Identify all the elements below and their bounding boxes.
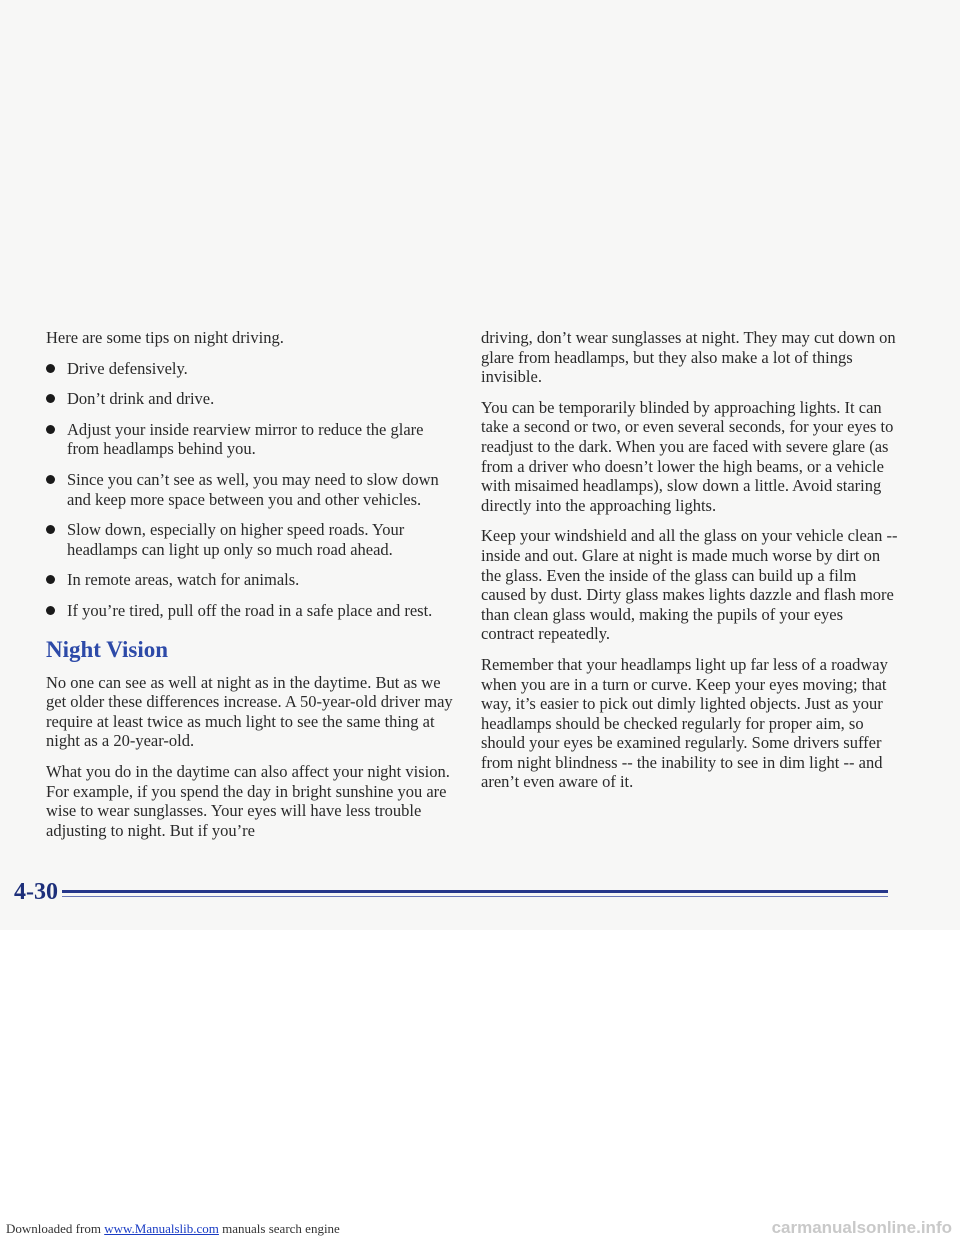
- list-item: [46, 520, 456, 559]
- page-number: 4-30: [14, 879, 58, 905]
- list-item: [46, 420, 456, 459]
- body-paragraph: No one can see as well at night as in the daytime. But as we get older these differences increase. A 50-year-old driver may require at least twice as much light to see the same thing at night as a 20-year-old.: [46, 672, 453, 751]
- page-footer: [0, 877, 960, 907]
- footer-rule-thin: [62, 896, 888, 897]
- bullet-icon: [46, 394, 55, 403]
- night-driving-tips-list: [46, 359, 456, 621]
- download-watermark: [6, 1221, 340, 1237]
- intro-text: Here are some tips on night driving.: [46, 328, 284, 347]
- body-paragraph: Remember that your headlamps light up far less of a roadway when you are in a turn or curve. Keep your eyes moving; that way, it’s easier to pick out dimly lighted objects. Just as your headlamps should be checked regularly for proper aim, so should your eyes be examined regularly. Some drivers suffer from night blindness -- the inability to see in dim light -- and aren’t even aware of it.: [481, 654, 888, 792]
- bullet-icon: [46, 475, 55, 484]
- tip-text: Adjust your inside rearview mirror to reduce the glare from headlamps behind you.: [67, 419, 424, 459]
- bullet-icon: [46, 425, 55, 434]
- bullet-icon: [46, 606, 55, 615]
- tip-text: Slow down, especially on higher speed roads. Your headlamps can light up only so much road ahead.: [67, 520, 405, 559]
- bullet-icon: [46, 575, 55, 584]
- tip-text: Drive defensively.: [67, 358, 188, 378]
- section-title: Night Vision: [46, 636, 169, 662]
- body-paragraph: You can be temporarily blinded by approaching lights. It can take a second or two, or even several seconds, for your eyes to readjust to the dark. When you are faced with severe glare (as from a driver who doesn’t lower the high beams, or a vehicle with misaimed headlamps), slow down a little. Avoid staring directly into the approaching lights.: [481, 397, 894, 515]
- footer-rule: [62, 890, 888, 893]
- watermark-prefix: Downloaded from: [6, 1221, 101, 1236]
- list-item: [46, 470, 456, 509]
- right-column: [481, 328, 899, 803]
- body-paragraph: What you do in the daytime can also affect your night vision. For example, if you spend the day in bright sunshine you are wise to wear sunglasses. Your eyes will have less trouble adjusting to night. But if you’re: [46, 761, 450, 840]
- watermark-suffix: manuals search engine: [222, 1221, 340, 1236]
- site-watermark: carmanualsonline.info: [771, 1218, 952, 1237]
- body-paragraph: Keep your windshield and all the glass on your vehicle clean -- inside and out. Glare at night is made much worse by dirt on the glass. Even the inside of the glass can build up a film caused by dust. Dirty glass makes lights dazzle and flash more than clean glass would, making the pupils of your eyes contract repeatedly.: [481, 526, 898, 644]
- tip-text: In remote areas, watch for animals.: [67, 570, 300, 590]
- list-item: [46, 359, 456, 379]
- manualslib-link[interactable]: www.Manualslib.com: [104, 1221, 219, 1236]
- tip-text: If you’re tired, pull off the road in a safe place and rest.: [67, 600, 433, 620]
- list-item: [46, 601, 456, 621]
- tip-text: Don’t drink and drive.: [67, 389, 215, 409]
- tip-text: Since you can’t see as well, you may need to slow down and keep more space between you and other vehicles.: [67, 469, 439, 509]
- body-paragraph: driving, don’t wear sunglasses at night. They may cut down on glare from headlamps, but they also make a lot of things invisible.: [481, 328, 896, 387]
- list-item: [46, 570, 456, 590]
- left-column: [46, 328, 456, 851]
- bullet-icon: [46, 364, 55, 373]
- list-item: [46, 389, 456, 409]
- bullet-icon: [46, 525, 55, 534]
